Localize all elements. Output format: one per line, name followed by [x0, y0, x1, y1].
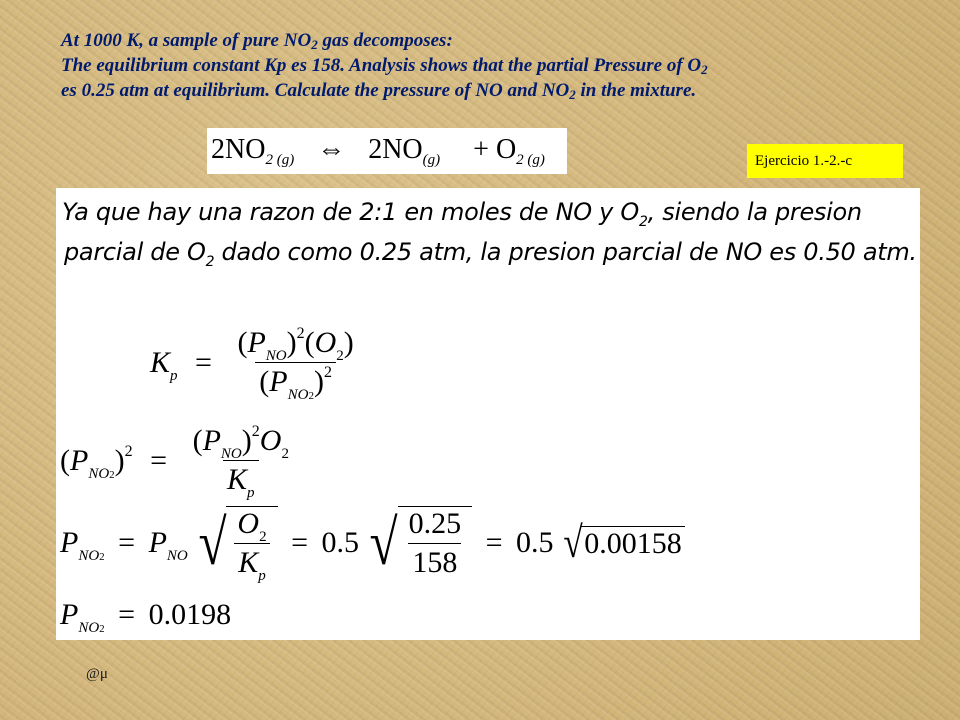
equals-sign: =	[195, 345, 212, 379]
solution-panel	[56, 188, 920, 640]
symbol: P	[269, 365, 288, 398]
reactant: 2NO	[211, 134, 266, 165]
sqrt-icon: √	[198, 507, 227, 578]
subscript: 2	[205, 254, 215, 270]
subscript: p	[258, 568, 266, 584]
symbol: P	[202, 424, 221, 457]
value: 0.00158	[581, 526, 685, 561]
subscript: p	[170, 367, 178, 384]
numerator: $(P_{NO})^2(O_2)$	[237, 325, 354, 364]
equals-sign: =	[118, 526, 136, 559]
sqrt-expression	[366, 506, 472, 580]
sqrt-icon: √	[369, 507, 399, 578]
sqrt-expression	[561, 518, 685, 567]
exponent: 2	[251, 423, 260, 440]
reaction-equation	[211, 134, 545, 166]
exponent: 2	[124, 442, 133, 460]
problem-line-1	[61, 28, 941, 53]
symbol: P	[70, 443, 89, 477]
subscript: 2	[281, 446, 289, 462]
solution-text: Ya que hay una razon de 2:1 en moles de NO y O	[62, 198, 639, 226]
result-value: 0.0198	[148, 598, 232, 631]
subscript: NO	[265, 348, 287, 364]
denominator	[223, 460, 259, 501]
equals-sign: =	[485, 526, 503, 559]
symbol: K	[150, 345, 171, 379]
symbol: P	[60, 526, 79, 559]
symbol: O	[237, 507, 260, 540]
sqrt-expression	[195, 506, 277, 584]
value: 0.5	[321, 526, 359, 559]
kp-equation	[150, 325, 362, 403]
sqrt-icon: √	[563, 518, 583, 567]
problem-text: At 1000 K, a sample of pure NO	[61, 30, 312, 51]
problem-text: gas decomposes:	[317, 30, 453, 51]
product-no: 2NO	[368, 134, 423, 165]
subscript: 2	[638, 214, 648, 230]
equals-sign: =	[150, 443, 168, 477]
denominator: $(P_{NO2})^2$	[255, 362, 336, 399]
subscript: 2	[336, 348, 344, 364]
reaction-equation-box	[207, 128, 567, 174]
problem-text: in the mixture.	[575, 80, 697, 101]
subscript: 2	[99, 623, 105, 635]
solution-text: , siendo la presion	[647, 198, 862, 226]
subscript: 2 (g)	[516, 152, 545, 168]
problem-line-2	[61, 53, 941, 78]
symbol: O	[314, 326, 337, 359]
value: 0.25	[408, 507, 462, 540]
subscript: 2	[701, 62, 708, 77]
symbol: P	[148, 526, 167, 559]
problem-text: The equilibrium constant Kp es 158. Analysis shows that the partial Pressure of O	[61, 55, 702, 76]
problem-text: es 0.25 atm at equilibrium. Calculate the pressure of NO and NO	[61, 80, 570, 101]
subscript: NO	[287, 387, 309, 403]
subscript: NO	[88, 465, 110, 482]
subscript: 2	[109, 468, 115, 481]
symbol: O	[259, 424, 282, 457]
equilibrium-arrow-icon: ⇔	[317, 134, 346, 165]
numerator: $(P_{NO})^2O_2$	[192, 423, 289, 462]
result-equation	[60, 598, 232, 636]
kp-fraction	[233, 325, 357, 403]
subscript: p	[247, 485, 255, 501]
problem-line-3	[61, 78, 941, 103]
pno2-sqrt-equation	[60, 506, 685, 584]
pno2-squared-equation: $(P_{NO2})^2$ = $\frac{(P_{NO})^2O_2}{K_p}$	[60, 424, 297, 497]
exponent: 2	[296, 325, 305, 342]
solution-line-1	[62, 198, 862, 230]
exponent: 2	[323, 364, 332, 381]
solution-text: parcial de O	[64, 238, 206, 266]
exercise-label: Ejercicio 1.-2.-c	[747, 144, 903, 178]
subscript: (g)	[422, 152, 441, 168]
problem-statement	[61, 28, 941, 103]
symbol: P	[60, 598, 79, 631]
product-o2: + O	[473, 134, 517, 165]
solution-text: dado como 0.25 atm, la presion parcial de NO es 0.50 atm.	[214, 238, 917, 266]
footer-mark: @μ	[86, 666, 108, 682]
value: 0.5	[516, 526, 554, 559]
symbol: K	[227, 463, 248, 496]
subscript: 2	[311, 37, 318, 52]
pno2-fraction	[189, 423, 293, 501]
solution-line-2	[64, 238, 917, 270]
subscript: NO	[220, 446, 242, 462]
subscript: 2 (g)	[265, 152, 295, 168]
value: 158	[408, 543, 461, 580]
subscript: 2	[259, 529, 267, 545]
subscript: 2	[569, 87, 576, 102]
subscript: NO	[78, 548, 100, 564]
subscript: NO	[78, 620, 100, 636]
equals-sign: =	[291, 526, 308, 559]
symbol: P	[247, 326, 266, 359]
subscript: NO	[166, 548, 188, 564]
symbol: K	[238, 546, 259, 579]
subscript: 2	[308, 390, 314, 402]
subscript: 2	[99, 551, 105, 563]
equals-sign: =	[118, 598, 136, 631]
